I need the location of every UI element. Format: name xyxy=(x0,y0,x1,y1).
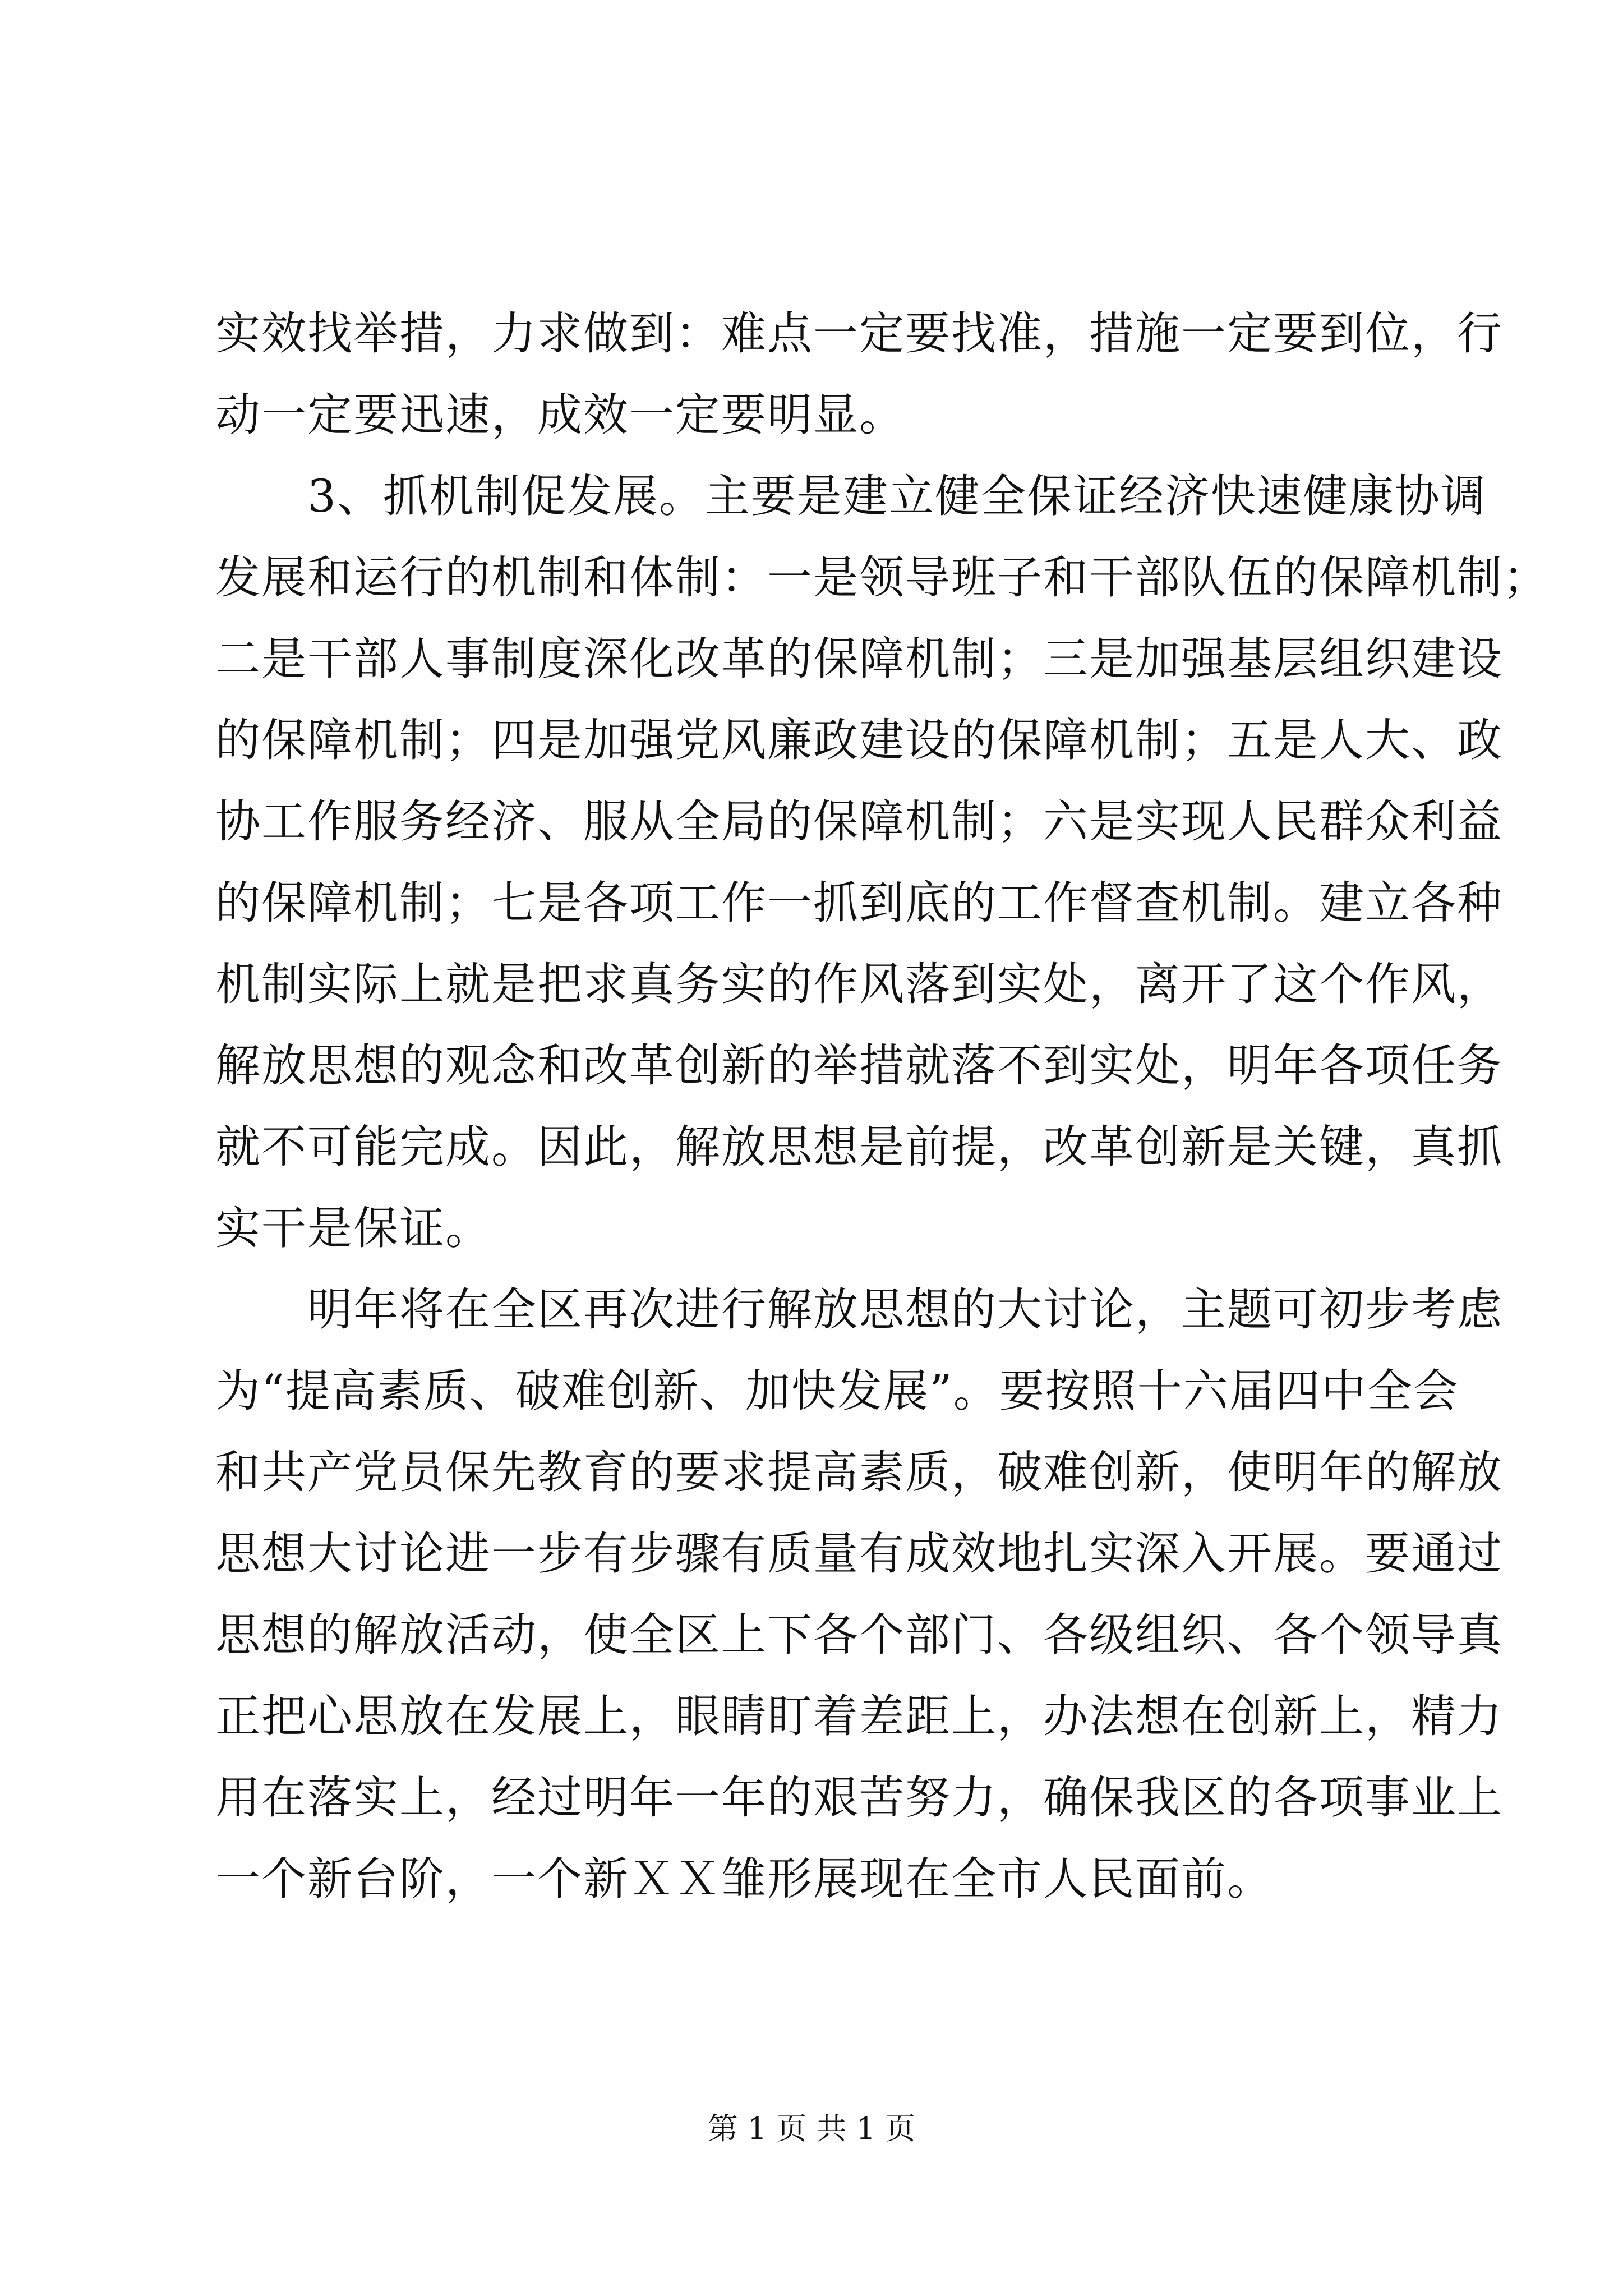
text-line: 就不可能完成。因此，解放思想是前提，改革创新是关键，真抓 xyxy=(215,1121,1503,1173)
text-line: 正把心思放在发展上，眼睛盯着差距上，办法想在创新上，精力 xyxy=(215,1690,1503,1742)
document-body xyxy=(215,293,1549,1920)
text-line: 的保障机制；七是各项工作一抓到底的工作督查机制。建立各种 xyxy=(215,877,1503,929)
text-line: 协工作服务经济、服从全局的保障机制；六是实现人民群众利益 xyxy=(215,795,1503,848)
text-line: 实效找举措，力求做到：难点一定要找准，措施一定要到位，行 xyxy=(215,307,1503,360)
text-line: 思想的解放活动，使全区上下各个部门、各级组织、各个领导真 xyxy=(215,1609,1503,1661)
text-line: 的保障机制；四是加强党风廉政建设的保障机制；五是人大、政 xyxy=(215,714,1503,766)
text-line: 实干是保证。 xyxy=(215,1202,491,1254)
text-line: 二是干部人事制度深化改革的保障机制；三是加强基层组织建设 xyxy=(215,633,1503,685)
text-line: 一个新台阶，一个新ＸＸ雏形展现在全市人民面前。 xyxy=(215,1853,1273,1905)
text-line: 解放思想的观念和改革创新的举措就落不到实处，明年各项任务 xyxy=(215,1039,1503,1092)
text-line: 明年将在全区再次进行解放思想的大讨论，主题可初步考虑 xyxy=(215,1283,1503,1336)
text-line: 3、抓机制促发展。主要是建立健全保证经济快速健康协调 xyxy=(215,470,1487,522)
text-line: 为“提高素质、破难创新、加快发展”。要按照十六届四中全会 xyxy=(215,1365,1459,1417)
text-line: 和共产党员保先教育的要求提高素质，破难创新，使明年的解放 xyxy=(215,1446,1503,1498)
text-line: 机制实际上就是把求真务实的作风落到实处，离开了这个作风， xyxy=(215,958,1503,1010)
text-line: 思想大讨论进一步有步骤有质量有成效地扎实深入开展。要通过 xyxy=(215,1527,1503,1580)
text-line: 用在落实上，经过明年一年的艰苦努力，确保我区的各项事业上 xyxy=(215,1772,1503,1824)
text-line: 发展和运行的机制和体制：一是领导班子和干部队伍的保障机制； xyxy=(215,551,1549,604)
page-number-label: 第 1 页 共 1 页 xyxy=(707,2111,916,2146)
page-footer xyxy=(0,2109,1623,2148)
text-line: 动一定要迅速，成效一定要明显。 xyxy=(215,389,905,441)
